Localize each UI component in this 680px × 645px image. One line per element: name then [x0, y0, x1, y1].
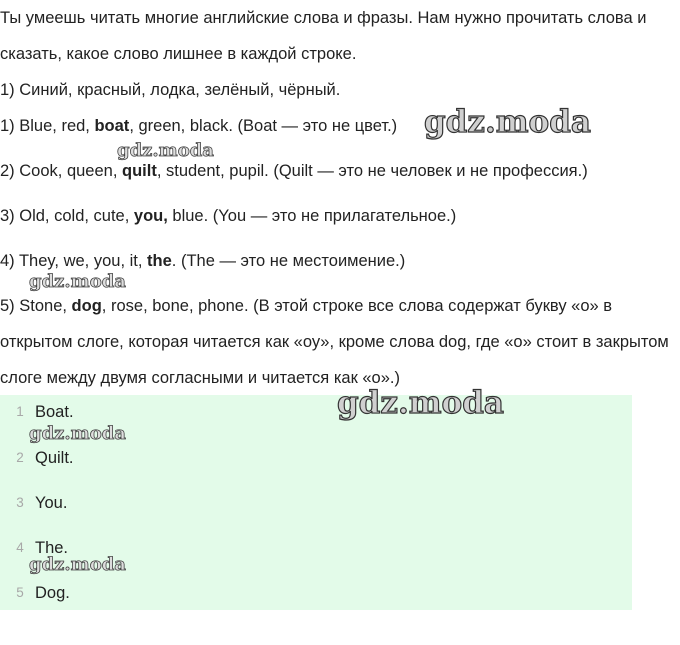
answer-number: 4 — [16, 540, 24, 555]
answer-number: 1 — [16, 404, 24, 419]
answer-box — [0, 395, 632, 610]
line-text: . (The — это не местоимение.) — [171, 252, 406, 270]
line-text: 2) Cook, queen, — [0, 162, 122, 180]
answer-text: Dog. — [35, 584, 70, 602]
explanation-line-4 — [0, 243, 672, 279]
watermark-logo: gdz.moda — [424, 104, 591, 140]
explanation-line-5 — [0, 288, 672, 396]
answer-text: Boat. — [35, 403, 74, 421]
answer-text: Quilt. — [35, 449, 74, 467]
answer-number: 2 — [16, 450, 24, 465]
odd-word: boat — [94, 117, 130, 135]
odd-word: dog — [71, 297, 102, 315]
answer-text: You. — [35, 494, 68, 512]
explanation-line-3 — [0, 198, 672, 234]
answer-text: The. — [35, 539, 69, 557]
line-text: 4) They, we, you, it, — [0, 252, 148, 270]
russian-word-line: 1) Синий, красный, лодка, зелёный, чёрный. — [0, 81, 341, 99]
watermark-logo: gdz.moda — [337, 385, 504, 421]
odd-word: the — [147, 252, 172, 270]
line-text: , green, black. (Boat — это не цвет.) — [129, 117, 398, 135]
answer-number: 3 — [16, 495, 24, 510]
explanation-line-1 — [0, 108, 672, 144]
odd-word: you, — [133, 207, 168, 225]
explanation-line-2 — [0, 153, 672, 189]
line-text: blue. (You — это не прилагательное.) — [167, 207, 457, 225]
line-text: , student, pupil. (Quilt — это не человек и не профессия.) — [156, 162, 588, 180]
line-text: 5) Stone, — [0, 297, 72, 315]
watermark-logo: gdz.moda — [29, 271, 126, 292]
watermark-logo: gdz.moda — [29, 554, 126, 575]
line-text: 1) Blue, red, — [0, 117, 95, 135]
answer-number: 5 — [16, 585, 24, 600]
watermark-logo: gdz.moda — [29, 423, 126, 444]
odd-word: quilt — [122, 162, 157, 180]
intro-paragraph: Ты умеешь читать многие английские слова и фразы. Нам нужно прочитать слова и сказать, какое слово лишнее в каждой строке. — [0, 9, 647, 63]
line-text: , rose, bone, phone. (В этой строке все слова содержат букву «o» в открытом слоге, которая читается как «оу», кроме слова dog, где «o» стоит в закрытом слоге между двумя согласными и читается как «o».) — [0, 297, 669, 387]
watermark-logo: gdz.moda — [117, 140, 214, 161]
line-text: 3) Old, cold, cute, — [0, 207, 134, 225]
